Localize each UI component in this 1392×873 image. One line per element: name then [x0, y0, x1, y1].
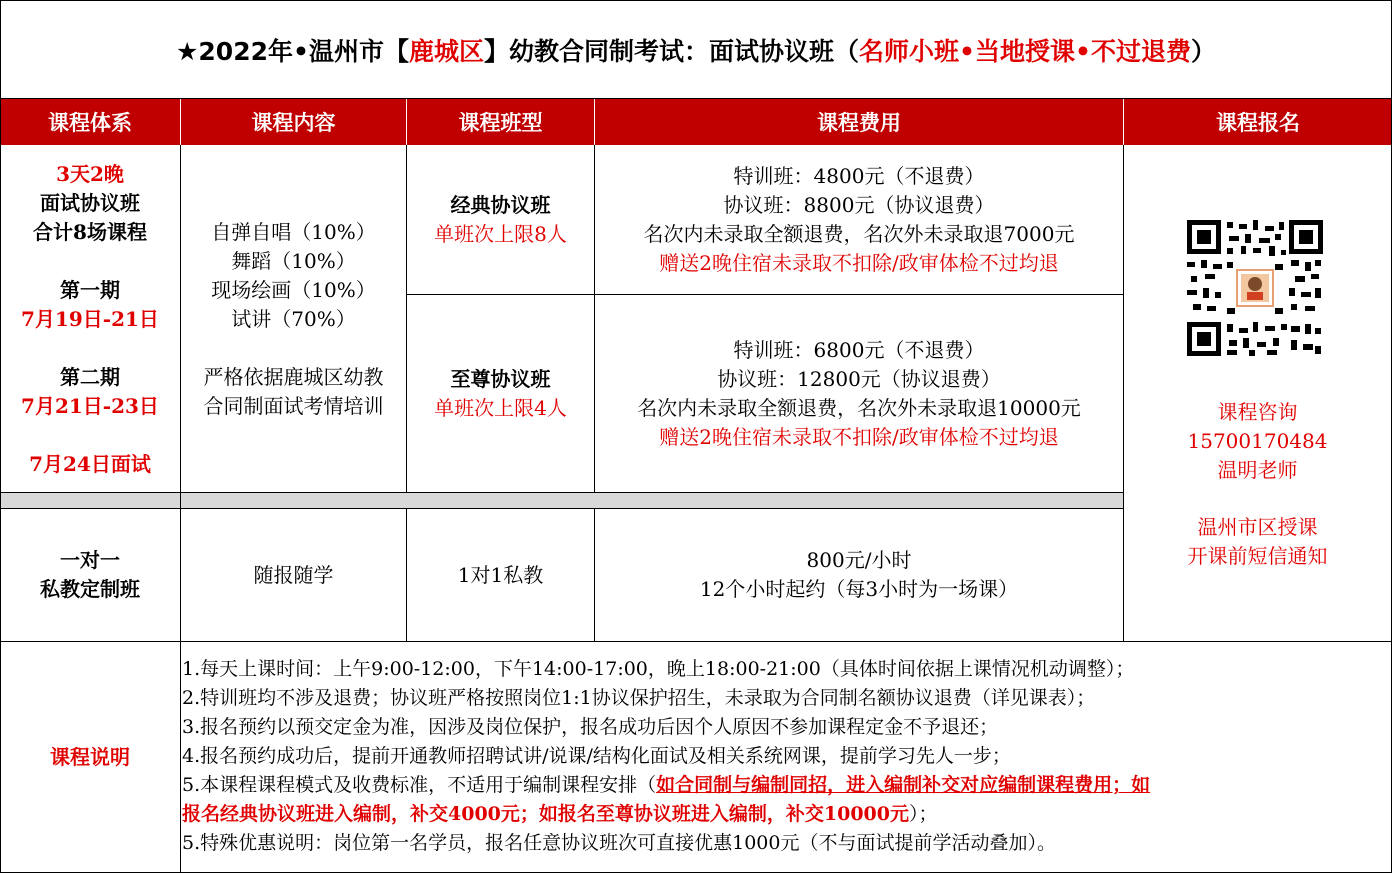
consult-label: 课程咨询 — [1217, 399, 1298, 424]
class-limit: 单班次上限4人 — [434, 395, 567, 420]
title-suffix: ） — [1190, 36, 1216, 66]
header-signup: 课程报名 — [1124, 99, 1392, 145]
qr-code-icon[interactable] — [1187, 220, 1323, 356]
note-line: 1.每天上课时间：上午9:00-12:00，下午14:00-17:00，晚上18:00-21:00（具体时间依据上课情况机动调整）； — [182, 658, 1135, 680]
note-text: ）； — [908, 803, 938, 825]
note-line — [182, 771, 1390, 800]
title-mid: 】幼教合同制考试：面试协议班（ — [484, 36, 860, 66]
note-highlight: 如合同制与编制同招，进入编制补交对应编制课程费用；如 — [656, 774, 1151, 796]
content-note: 合同制面试考情培训 — [203, 393, 384, 418]
fee-bonus: 赠送2晚住宿未录取不扣除/政审体检不过均退 — [659, 424, 1059, 449]
row-divider — [0, 492, 1124, 509]
course-system-cell — [0, 146, 180, 492]
content-note: 严格依据鹿城区幼教 — [203, 364, 384, 389]
area-block — [1124, 512, 1391, 572]
header-content: 课程内容 — [181, 99, 407, 145]
class-classic — [407, 146, 594, 294]
note-line: 4.报名预约成功后，提前开通教师招聘试讲/说课/结构化面试及相关系统网课，提前学习先人一步； — [182, 745, 1011, 767]
private-fee-cell — [595, 509, 1123, 641]
title-prefix: ★2022年•温州市【 — [176, 36, 409, 66]
private-content: 随报随学 — [253, 562, 334, 587]
class-limit: 单班次上限8人 — [434, 222, 567, 246]
period1-dates: 7月19日-21日 — [21, 306, 159, 331]
fee-bonus: 赠送2晚住宿未录取不扣除/政审体检不过均退 — [659, 251, 1059, 275]
class-name: 至尊协议班 — [450, 366, 551, 391]
header-class-type: 课程班型 — [407, 99, 595, 145]
consult-phone[interactable]: 15700170484 — [1187, 428, 1328, 453]
class-supreme — [407, 295, 594, 492]
note-line: 3.报名预约以预交定金为准，因涉及岗位保护，报名成功后因个人原因不参加课程定金不予退还； — [182, 716, 999, 738]
content-item: 舞蹈（10%） — [231, 248, 356, 273]
area-label: 温州市区授课 — [1197, 515, 1318, 539]
note-line: 5.特殊优惠说明：岗位第一名学员，报名任意协议班次可直接优惠1000元（不与面试提前学活动叠加）。 — [182, 832, 1056, 854]
private-type: 1对1私教 — [457, 562, 544, 587]
private-name-cell — [0, 509, 180, 641]
header-system: 课程体系 — [0, 99, 181, 145]
course-total: 合计8场课程 — [33, 219, 147, 244]
content-item: 自弹自唱（10%） — [211, 219, 376, 244]
period2-dates: 7月21日-23日 — [21, 393, 159, 418]
note-text: 5.本课程课程模式及收费标准，不适用于编制课程安排（ — [182, 774, 657, 796]
title-highlight: 名师小班•当地授课•不过退费 — [859, 36, 1191, 66]
private-fee: 800元/小时 — [806, 548, 912, 572]
header-fees: 课程费用 — [595, 99, 1124, 145]
note-line: 2.特训班均不涉及退费；协议班严格按照岗位1:1协议保护招生，未录取为合同制名额协议退费（详见课表）； — [182, 687, 1096, 709]
period2-label: 第二期 — [60, 364, 120, 389]
note-highlight: 报名经典协议班进入编制，补交4000元；如报名至尊协议班进入编制，补交10000元 — [182, 803, 909, 825]
duration: 3天2晚 — [56, 161, 124, 186]
class-name: 经典协议班 — [450, 193, 551, 217]
fee-line: 协议班：8800元（协议退费） — [723, 193, 995, 217]
course-name: 面试协议班 — [40, 190, 140, 215]
fee-line: 特训班：6800元（不退费） — [733, 337, 985, 362]
consult-block — [1124, 395, 1391, 487]
course-content-cell — [181, 146, 406, 492]
fees-supreme — [595, 295, 1123, 492]
content-item: 试讲（70%） — [231, 306, 356, 331]
notes-list — [182, 655, 1390, 858]
content-item: 现场绘画（10%） — [211, 277, 376, 302]
period1-label: 第一期 — [60, 277, 120, 302]
fees-classic — [595, 146, 1123, 294]
note-line — [182, 800, 1390, 829]
fee-line: 名次内未录取全额退费，名次外未录取退10000元 — [637, 395, 1081, 420]
private-name: 私教定制班 — [40, 577, 140, 601]
notes-label: 课程说明 — [50, 744, 130, 769]
private-fee: 12个小时起约（每3小时为一场课） — [699, 577, 1019, 601]
interview-date: 7月24日面试 — [29, 451, 151, 476]
fee-line: 名次内未录取全额退费，名次外未录取退7000元 — [643, 222, 1075, 246]
fee-line: 协议班：12800元（协议退费） — [717, 366, 1001, 391]
notice-label: 开课前短信通知 — [1187, 544, 1328, 568]
fee-line: 特训班：4800元（不退费） — [733, 164, 985, 188]
private-name: 一对一 — [60, 548, 120, 572]
page-title — [0, 0, 1392, 99]
title-district: 鹿城区 — [408, 36, 484, 66]
consult-teacher: 温明老师 — [1217, 457, 1298, 482]
